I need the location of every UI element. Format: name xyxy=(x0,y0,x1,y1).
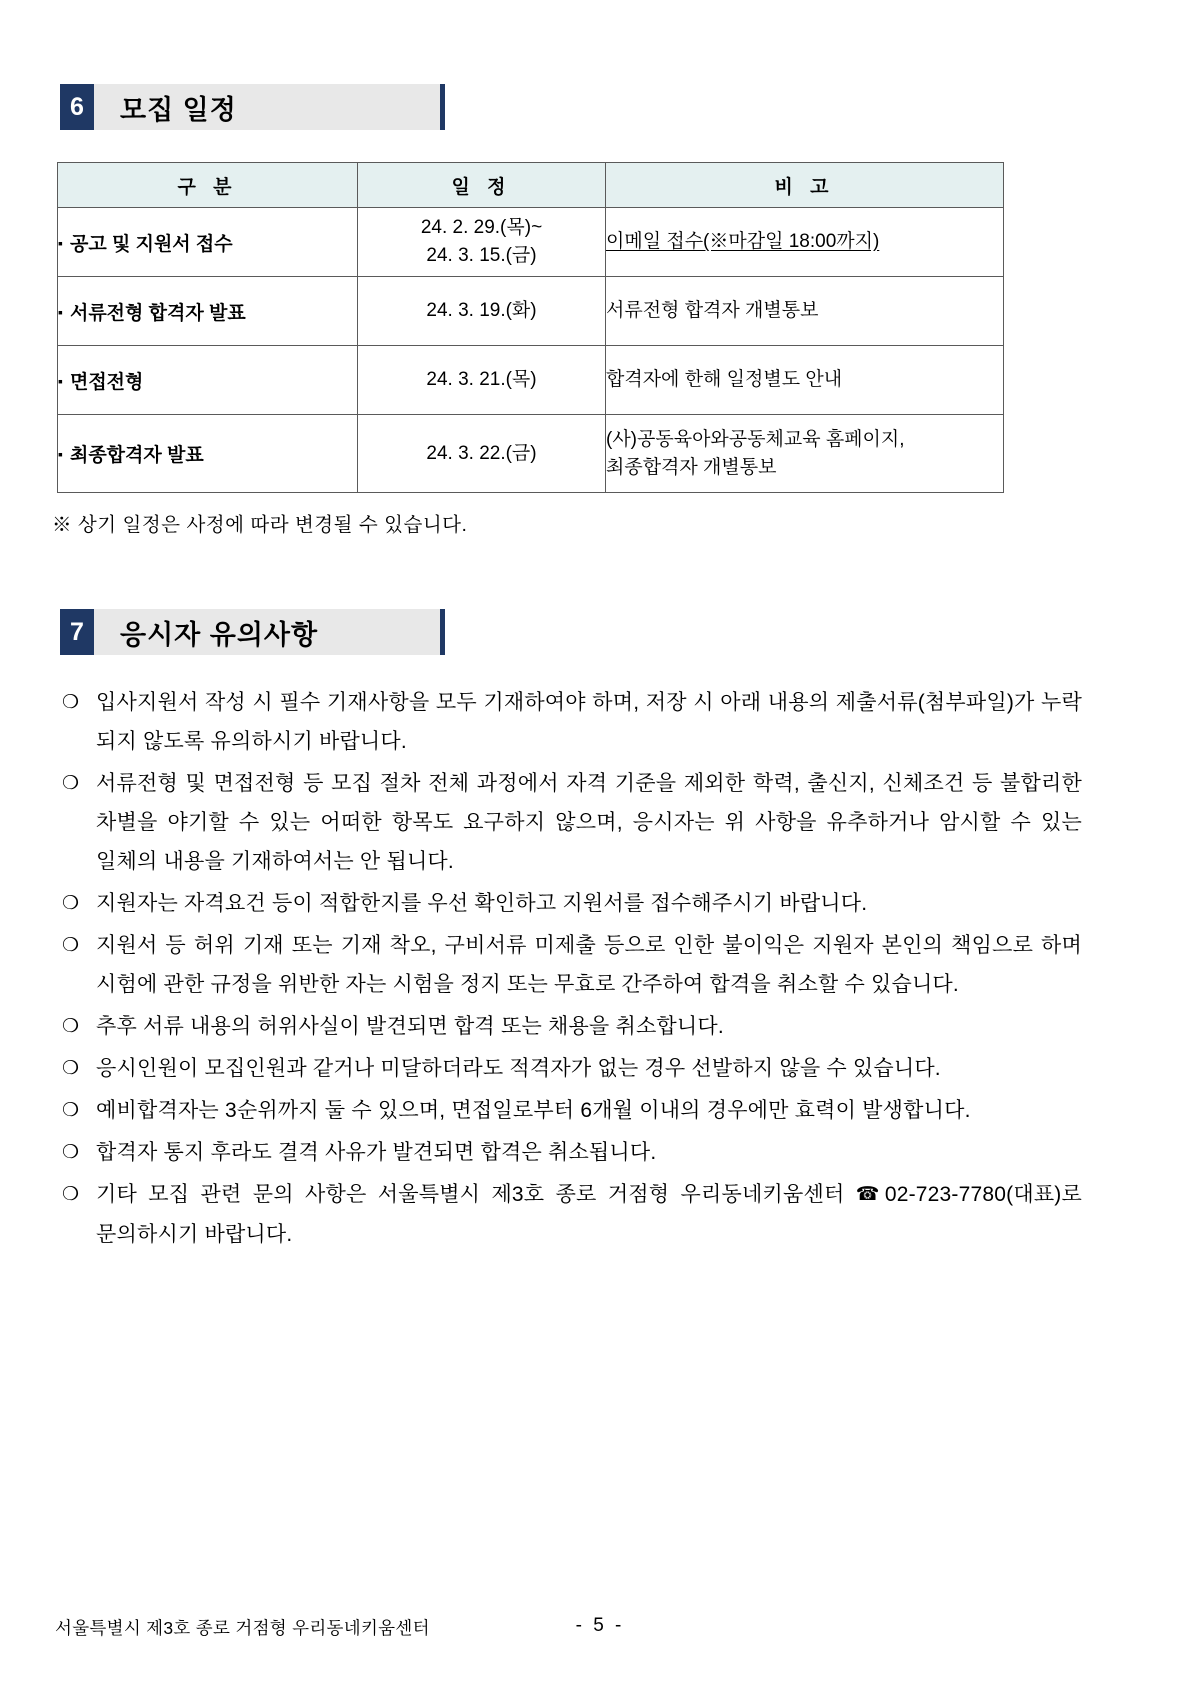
list-item xyxy=(62,884,1082,923)
contact-text-before: 기타 모집 관련 문의 사항은 서울특별시 제3호 종로 거점형 우리동네키움센터 xyxy=(96,1183,856,1206)
bullet-icon: ▪ xyxy=(58,303,63,320)
list-item xyxy=(62,1133,1082,1172)
table-row xyxy=(58,415,1004,493)
list-item xyxy=(62,683,1082,761)
table-header-row xyxy=(58,163,1004,208)
list-item-text: 입사지원서 작성 시 필수 기재사항을 모두 기재하여야 하며, 저장 시 아래 내용의 제출서류(첨부파일)가 누락 되지 않도록 유의하시기 바랍니다. xyxy=(96,691,1082,753)
cell-note: 서류전형 합격자 개별통보 xyxy=(606,277,1004,346)
list-item xyxy=(62,1049,1082,1088)
cell-date: 24. 3. 22.(금) xyxy=(358,415,606,493)
list-bullet-icon: ❍ xyxy=(62,773,80,794)
section-title-bar xyxy=(94,84,445,130)
note-line-1: (사)공동육아와공동체교육 홈페이지, xyxy=(606,428,905,450)
cell-note xyxy=(606,415,1004,493)
cell-note: 합격자에 한해 일정별도 안내 xyxy=(606,346,1004,415)
section-number: 6 xyxy=(60,84,94,130)
cell-date: 24. 3. 21.(목) xyxy=(358,346,606,415)
section-heading-notes xyxy=(60,609,445,655)
list-item-text-contact xyxy=(96,1175,1082,1254)
date-line-2: 24. 3. 15.(금) xyxy=(426,245,537,266)
cell-date: 24. 3. 19.(화) xyxy=(358,277,606,346)
list-bullet-icon: ❍ xyxy=(62,893,80,914)
list-bullet-icon: ❍ xyxy=(62,1016,80,1037)
list-bullet-icon: ❍ xyxy=(62,935,80,956)
division-label: 면접전형 xyxy=(69,371,144,393)
section-number: 7 xyxy=(60,609,94,655)
list-item-text: 지원자는 자격요건 등이 적합한지를 우선 확인하고 지원서를 접수해주시기 바랍니다. xyxy=(96,892,868,915)
cell-division xyxy=(58,277,358,346)
division-label: 공고 및 지원서 접수 xyxy=(69,233,233,255)
division-label: 최종합격자 발표 xyxy=(69,445,204,466)
list-bullet-icon: ❍ xyxy=(62,1100,80,1121)
note-line-2: 최종합격자 개별통보 xyxy=(606,456,777,478)
cell-division xyxy=(58,346,358,415)
section-heading-schedule xyxy=(60,84,445,130)
telephone-icon: ☎ xyxy=(855,1184,885,1205)
page-footer xyxy=(0,1615,1200,1645)
cell-date xyxy=(358,208,606,277)
section-title: 모집 일정 xyxy=(120,94,237,125)
list-bullet-icon: ❍ xyxy=(62,1184,80,1205)
cell-note xyxy=(606,208,1004,277)
list-item xyxy=(62,1007,1082,1046)
note-underlined: 이메일 접수(※마감일 18:00까지) xyxy=(606,231,880,253)
schedule-table xyxy=(57,162,1004,493)
column-header-note: 비 고 xyxy=(606,163,1004,208)
column-header-division: 구 분 xyxy=(58,163,358,208)
list-bullet-icon: ❍ xyxy=(62,692,80,713)
list-item-text: 추후 서류 내용의 허위사실이 발견되면 합격 또는 채용을 취소합니다. xyxy=(96,1015,724,1038)
section-title-bar xyxy=(94,609,445,655)
bullet-icon: ▪ xyxy=(58,446,63,462)
table-row xyxy=(58,346,1004,415)
date-line-1: 24. 2. 29.(목)~ xyxy=(420,217,543,239)
bullet-icon: ▪ xyxy=(58,372,63,389)
page-number: - 5 - xyxy=(575,1615,625,1636)
bullet-icon: ▪ xyxy=(58,234,63,251)
list-item-text: 응시인원이 모집인원과 같거나 미달하더라도 적격자가 없는 경우 선발하지 않을 수 있습니다. xyxy=(96,1057,941,1080)
list-item-text: 예비합격자는 3순위까지 둘 수 있으며, 면접일로부터 6개월 이내의 경우에만 효력이 발생합니다. xyxy=(96,1099,971,1122)
table-row xyxy=(58,277,1004,346)
list-item-text: 서류전형 및 면접전형 등 모집 절차 전체 과정에서 자격 기준을 제외한 학력, 출신지, 신체조건 등 불합리한 차별을 야기할 수 있는 어떠한 항목도 요구하지 않으며, 응시자는 위 사항을 유추하거나 암시할 수 있는 일체의 내용을 기재하여서는 안 됩니다. xyxy=(96,772,1082,873)
column-header-date: 일 정 xyxy=(358,163,606,208)
schedule-table-wrap xyxy=(57,162,1003,493)
list-bullet-icon: ❍ xyxy=(62,1142,80,1163)
list-item-text: 합격자 통지 후라도 결격 사유가 발견되면 합격은 취소됩니다. xyxy=(96,1141,657,1164)
table-row xyxy=(58,208,1004,277)
list-item xyxy=(62,926,1082,1004)
list-item xyxy=(62,1175,1082,1254)
footer-organization: 서울특별시 제3호 종로 거점형 우리동네키움센터 xyxy=(55,1618,430,1638)
list-item xyxy=(62,1091,1082,1130)
division-label: 서류전형 합격자 발표 xyxy=(69,302,246,324)
schedule-footnote: ※ 상기 일정은 사정에 따라 변경될 수 있습니다. xyxy=(52,514,468,536)
notes-list xyxy=(62,683,1082,1254)
contact-text-after: 02-723-7780(대표)로 문의하시기 바랍니다. xyxy=(96,1183,1082,1246)
list-item-text: 지원서 등 허위 기재 또는 기재 착오, 구비서류 미제출 등으로 인한 불이익은 지원자 본인의 책임으로 하며 시험에 관한 규정을 위반한 자는 시험을 정지 또는 무효로 간주하여 합격을 취소할 수 있습니다. xyxy=(96,934,1082,996)
cell-division xyxy=(58,208,358,277)
cell-division xyxy=(58,415,358,493)
section-title: 응시자 유의사항 xyxy=(120,619,319,650)
list-item xyxy=(62,764,1082,881)
list-bullet-icon: ❍ xyxy=(62,1058,80,1079)
